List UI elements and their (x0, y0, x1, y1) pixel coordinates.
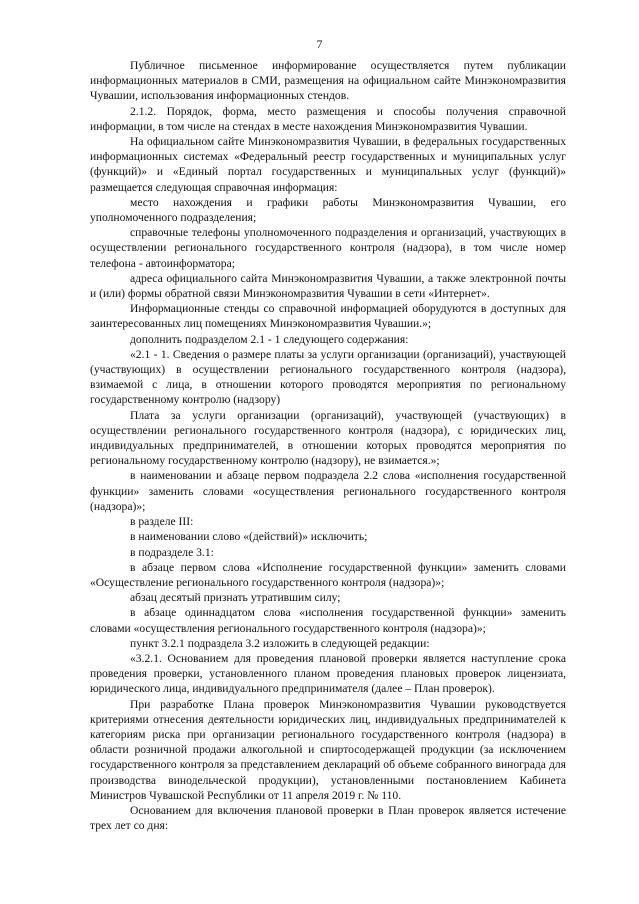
paragraph: абзац десятый признать утратившим силу; (130, 591, 341, 605)
paragraph: На официальном сайте Минэкономразвития Чувашии, в федеральных государственных информационных системах «Федеральный реестр государственных и муниципальных услуг (функций)» и «Единый портал государственных и муниципальных услуг (функций)» размещается следующая справочная информация: (90, 135, 566, 194)
paragraph: «3.2.1. Основанием для проведения плановой проверки является наступление срока проведения проверки, установленного планом проведения плановых проверок лицензиата, юридического лица, индивидуального предпринимателя (далее – План проверок). (90, 651, 566, 696)
paragraph: Публичное письменное информирование осуществляется путем публикации информационных материалов в СМИ, размещения на официальном сайте Минэкономразвития Чувашии, использования информационных стендов. (90, 59, 566, 103)
paragraph: в абзаце первом слова «Исполнение государственной функции» заменить словами «Осуществление регионального государственного контроля (надзора)»; (90, 560, 566, 589)
page-number: 7 (316, 37, 323, 51)
paragraph: в наименовании слово «(действий)» исключить; (130, 530, 368, 544)
paragraph: справочные телефоны уполномоченного подразделения и организаций, участвующих в осуществлении регионального государственного контроля (надзора), в том числе номер телефона - автоинформатора; (90, 226, 566, 270)
paragraph: Информационные стенды со справочной информацией оборудуются в доступных для заинтересованных лиц помещениях Минэкономразвития Чувашии.»; (90, 302, 566, 331)
paragraph: дополнить подразделом 2.1 - 1 следующего содержания: (130, 332, 409, 346)
paragraph: адреса официального сайта Минэкономразвития Чувашии, а также электронной почты и (или) формы обратной связи Минэкономразвития Чувашии в сети «Интернет». (90, 271, 566, 301)
paragraph: пункт 3.2.1 подраздела 3.2 изложить в следующей редакции: (130, 636, 430, 650)
paragraph: 2.1.2. Порядок, форма, место размещения и способы получения справочной информации, в том числе на стендах в месте нахождения Минэкономразвития Чувашии. (90, 104, 566, 133)
paragraph: Плата за услуги организации (организаций), участвующей (участвующих) в осуществлении регионального государственного контроля (надзора), с юридических лиц, индивидуальных предпринимателей, в отношении которых проводятся мероприятия по региональному государственному контролю (надзору), не взимается.»; (90, 408, 566, 468)
paragraph: в наименовании и абзаце первом подраздела 2.2 слова «исполнения государственной функции» заменить словами «осуществления регионального государственного контроля (надзора)»; (90, 469, 566, 513)
paragraph: в подразделе 3.1: (130, 545, 214, 559)
paragraph: «2.1 - 1. Сведения о размере платы за услуги организации (организаций), участвующей (участвующих) в осуществлении регионального государственного контроля (надзора), взимаемой с лица, в отношении которого проводятся мероприятия по региональному государственному контролю (надзору) (90, 347, 566, 407)
paragraph: При разработке Плана проверок Минэкономразвития Чувашии руководствуется критериями отнесения деятельности юридических лиц, индивидуальных предпринимателей к категориям риска при организации регионального государственного контроля (надзора) в области розничной продажи алкогольной и спиртосодержащей продукции (за исключением государственного контроля за представлением деклараций об объеме собранного винограда для производства винодельческой продукции), установленными постановлением Кабинета Министров Чувашской Республики от 11 апреля 2019 г. № 110. (90, 697, 566, 802)
paragraph: в абзаце одиннадцатом слова «исполнения государственной функции» заменить словами «осуществления регионального государственного контроля (надзора)»; (90, 606, 566, 635)
document-body (90, 58, 566, 833)
paragraph: место нахождения и графики работы Минэкономразвития Чувашии, его уполномоченного подразделения; (90, 195, 566, 225)
paragraph: в разделе III: (130, 515, 194, 529)
paragraph: Основанием для включения плановой проверки в План проверок является истечение трех лет со дня: (90, 803, 566, 833)
